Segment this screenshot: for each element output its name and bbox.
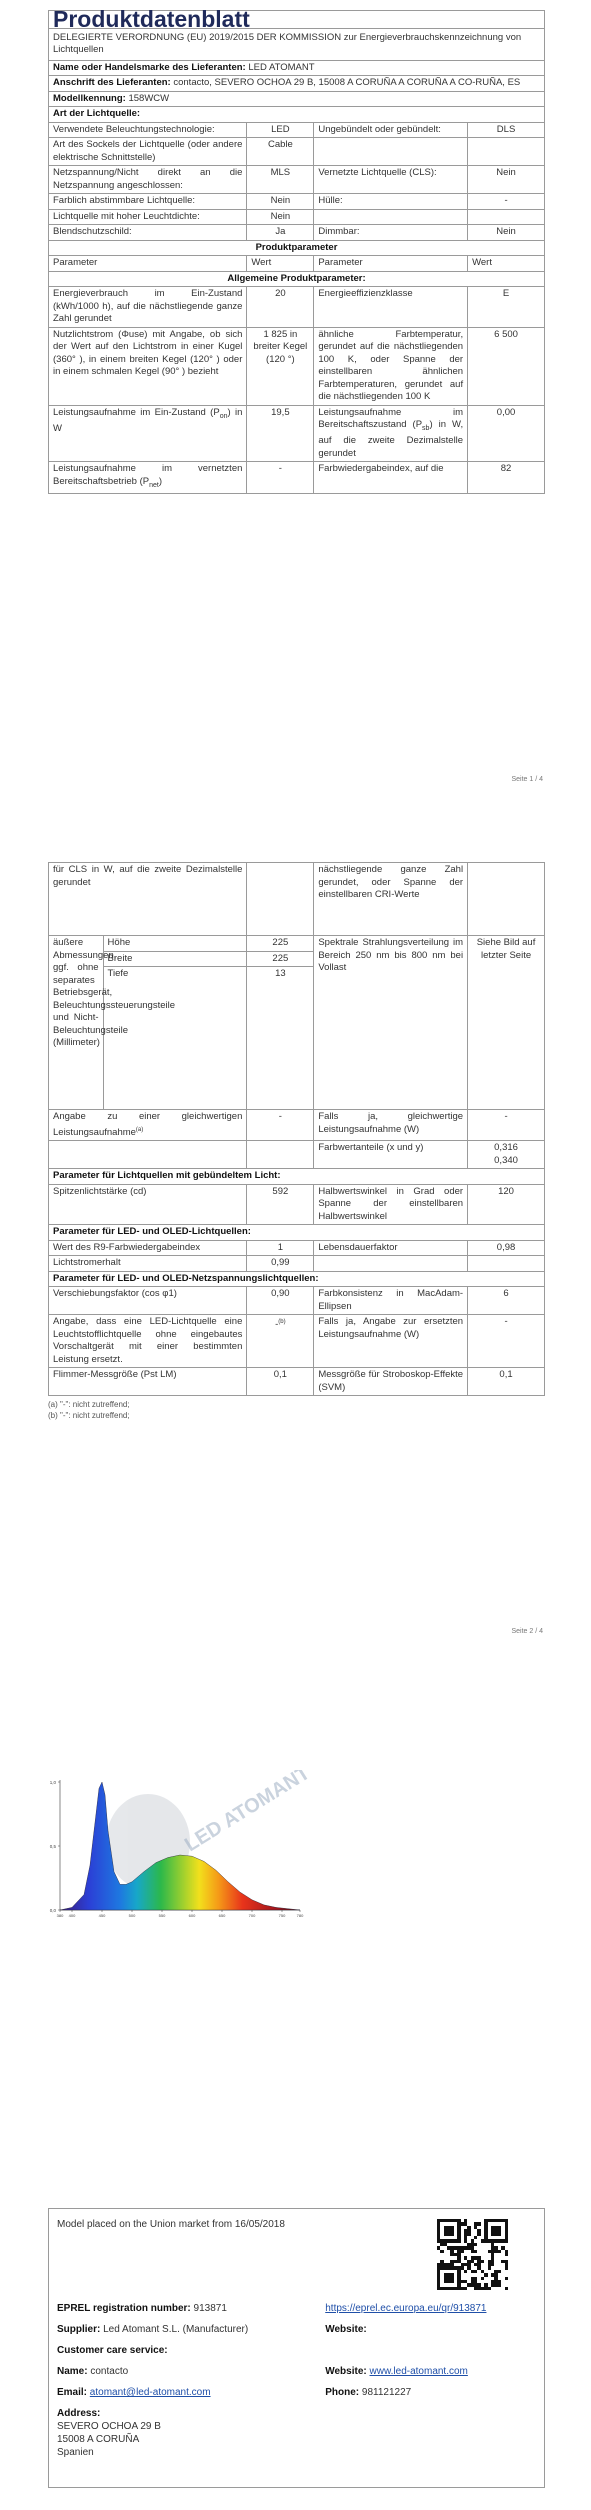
led-heading: Parameter für LED- und OLED-Lichtquellen: (49, 1225, 545, 1241)
model-row (49, 91, 545, 107)
product-sheet-table-page2 (48, 862, 545, 1396)
effizienz-value: E (468, 287, 545, 328)
stroboskop-value: 0,1 (468, 1368, 545, 1396)
flimmer-label: Flimmer-Messgröße (Pst LM) (49, 1368, 247, 1396)
spitzenlichtstaerke-label: Spitzenlichtstärke (cd) (49, 1184, 247, 1225)
dimmbar-value: Nein (468, 225, 545, 241)
lebensdauer-label: Lebensdauerfaktor (314, 1240, 468, 1256)
address-line-1: SEVERO OCHOA 29 B (57, 2421, 161, 2432)
lichtstromerhalt-value: 0,99 (247, 1256, 314, 1272)
supplier-name-row (49, 60, 545, 76)
halbwertswinkel-label: Halbwertswinkel in Grad oder Spanne der einstellbaren Halbwertswinkel (314, 1184, 468, 1225)
phone-value: 981121227 (361, 2387, 412, 2398)
eprel-value: 913871 (193, 2303, 227, 2314)
y-tick-label: 0,0 (49, 1908, 56, 1913)
x-tick-label: 500 (128, 1913, 136, 1918)
address-line-2: 15008 A CORUÑA (57, 2434, 140, 2445)
gleichwertig-w-label: Falls ja, gleichwertige Leistungsaufnahme (W) (314, 1110, 468, 1141)
farbwertanteile-label: Farbwertanteile (x und y) (314, 1141, 468, 1169)
huelle-value: - (468, 194, 545, 210)
page-number-2: Seite 2 / 4 (511, 1628, 543, 1635)
tiefe-value: 13 (247, 967, 314, 1110)
x-tick-label: 400 (68, 1913, 76, 1918)
spectrum-svg (40, 1770, 310, 1920)
blendschutz-value: Ja (247, 225, 314, 241)
cont-left: für CLS in W, auf die zweite Dezimalstelle gerundet (49, 863, 247, 936)
ungebuendelt-label: Ungebündelt oder gebündelt: (314, 122, 468, 138)
farbwiedergabe-value: 82 (468, 462, 545, 494)
supplier-value: Led Atomant S.L. (Manufacturer) (103, 2324, 249, 2335)
light-source-type-heading: Art der Lichtquelle: (49, 107, 545, 123)
netzspannung-heading: Parameter für LED- und OLED-Netzspannungslichtquellen: (49, 1271, 545, 1287)
footnote-a: (a) "-": nicht zutreffend; (48, 1400, 130, 1410)
customer-care-label: Customer care service: (57, 2345, 168, 2356)
sockel-value: Cable (247, 138, 314, 166)
y-tick-label: 0,5 (49, 1844, 56, 1849)
page-1 (48, 6, 545, 494)
netz-label: Netzspannung/Nicht direkt an die Netzspannung angeschlossen: (49, 166, 247, 194)
bereitschaft-label: Leistungsaufnahme im Bereitschaftszustand $(P_{sb})$ in W, auf die zweite Dezimalstelle gerundet (314, 405, 468, 462)
ersetzt-value: -$^{(b)}$ (247, 1315, 314, 1368)
tech-value: LED (247, 122, 314, 138)
phone-label: Phone: (325, 2387, 360, 2398)
model-label: Modellkennung: (53, 92, 126, 104)
website2-label: Website: (325, 2366, 367, 2377)
breite-value: 225 (247, 951, 314, 967)
blendschutz-label: Blendschutzschild: (49, 225, 247, 241)
gleichwertig-label: Angabe zu einer gleichwertigen Leistungsaufnahme$^{(a)}$ (49, 1110, 247, 1141)
verschiebungsfaktor-value: 0,90 (247, 1287, 314, 1315)
col-header-wert: Wert (247, 256, 314, 272)
vernetzt-label: Vernetzte Lichtquelle (CLS): (314, 166, 468, 194)
farbkonsistenz-value: 6 (468, 1287, 545, 1315)
regulation-text: DELEGIERTE VERORDNUNG (EU) 2019/2015 DER KOMMISSION zur Energieverbrauchskennzeichnung von Lichtquellen (49, 28, 545, 60)
gebuendelt-heading: Parameter für Lichtquellen mit gebündeltem Licht: (49, 1169, 545, 1185)
page-2 (48, 862, 545, 1421)
breite-label: Breite (103, 951, 247, 967)
eprel-info-table (57, 2302, 536, 2459)
name-value: contacto (90, 2366, 129, 2377)
ersetzt-label: Angabe, dass eine LED-Lichtquelle eine Leuchtstofflichtquelle ohne eingebautes Vorschaltgerät mit einer bestimmten Leistung ersetzt. (49, 1315, 247, 1368)
halbwertswinkel-value: 120 (468, 1184, 545, 1225)
leistung-on-label: Leistungsaufnahme im Ein-Zustand $(P_{on})$ in W (49, 405, 247, 462)
supplier-name-label: Name oder Handelsmarke des Lieferanten: (53, 61, 246, 73)
energy-value: 20 (247, 287, 314, 328)
farblich-value: Nein (247, 194, 314, 210)
farblich-label: Farblich abstimmbare Lichtquelle: (49, 194, 247, 210)
spitzenlichtstaerke-value: 592 (247, 1184, 314, 1225)
product-sheet-table-page1 (48, 6, 545, 494)
x-tick-label: 650 (218, 1913, 226, 1918)
nutzlichtstrom-label: Nutzlichtstrom (Φuse) mit Angabe, ob sich der Wert auf den Lichtstrom in einer Kugel (360° ), in einem breiten Kegel (120° ) oder in einem schmalen Kegel (90° ) bezieht (49, 327, 247, 405)
spektral-value: Siehe Bild auf letzter Seite (468, 936, 545, 1110)
x-ticks (57, 1910, 304, 1918)
r9-value: 1 (247, 1240, 314, 1256)
supplier-label: Supplier: (57, 2324, 101, 2335)
vernetzt-bereitschaft-label: Leistungsaufnahme im vernetzten Bereitschaftsbetrieb $(P_{net})$ (49, 462, 247, 494)
email-link[interactable]: atomant@led-atomant.com (89, 2387, 211, 2398)
lichtstromerhalt-label: Lichtstromerhalt (49, 1256, 247, 1272)
col-header-wert-2: Wert (468, 256, 545, 272)
sockel-label: Art des Sockels der Lichtquelle (oder andere elektrische Schnittstelle) (49, 138, 247, 166)
ungebuendelt-value: DLS (468, 122, 545, 138)
eprel-link[interactable]: https://eprel.ec.europa.eu/qr/913871 (325, 2303, 487, 2314)
address-block (57, 2407, 325, 2459)
x-tick-label: 450 (98, 1913, 106, 1918)
y-tick-label: 1,0 (49, 1780, 56, 1785)
website-label: Website: (325, 2324, 367, 2335)
x-tick-label: 750 (278, 1913, 286, 1918)
effizienz-label: Energieeffizienzklasse (314, 287, 468, 328)
page-4 (48, 2208, 545, 2488)
supplier-address-label: Anschrift des Lieferanten: (53, 77, 171, 88)
x-tick-label: 700 (248, 1913, 256, 1918)
hohe-leuchtdichte-value: Nein (247, 209, 314, 225)
spectrum-chart (40, 1770, 310, 1920)
spektral-label: Spektrale Strahlungsverteilung im Bereich 250 nm bis 800 nm bei Vollast (314, 936, 468, 1110)
watermark: LED ATOMANT (180, 1770, 310, 1857)
model-value: 158WCW (128, 92, 170, 104)
col-header-parameter: Parameter (49, 256, 247, 272)
farbtemperatur-label: ähnliche Farbtemperatur, gerundet auf die nächstliegenden 100 K, oder Spanne der einstellbaren ähnlichen Farbtemperaturen, gerundet auf die nächstliegenden 100 K (314, 327, 468, 405)
vernetzt-bereitschaft-value: - (247, 462, 314, 494)
x-tick-label: 380 (56, 1913, 64, 1918)
netz-value: MLS (247, 166, 314, 194)
farbtemperatur-value: 6 500 (468, 327, 545, 405)
hoehe-value: 225 (247, 936, 314, 952)
farbkonsistenz-label: Farbkonsistenz in MacAdam-Ellipsen (314, 1287, 468, 1315)
col-header-parameter-2: Parameter (314, 256, 468, 272)
x-tick-label: 780 (296, 1913, 304, 1918)
nutzlichtstrom-value: 1 825 in breiter Kegel (120 °) (247, 327, 314, 405)
vernetzt-value: Nein (468, 166, 545, 194)
stroboskop-label: Messgröße für Stroboskop-Effekte (SVM) (314, 1368, 468, 1396)
gleichwertig-w-value: - (468, 1110, 545, 1141)
flimmer-value: 0,1 (247, 1368, 314, 1396)
x-tick-label: 550 (158, 1913, 166, 1918)
website2-link[interactable]: www.led-atomant.com (369, 2366, 468, 2377)
energy-label: Energieverbrauch im Ein-Zustand (kWh/1000 h), auf die nächstliegende ganze Zahl gerundet (49, 287, 247, 328)
page-number-1: Seite 1 / 4 (511, 776, 543, 783)
eprel-label: EPREL registration number: (57, 2303, 191, 2314)
supplier-address-row (49, 76, 545, 92)
tech-label: Verwendete Beleuchtungstechnologie: (49, 122, 247, 138)
name-label: Name: (57, 2366, 88, 2377)
supplier-address-value: contacto, SEVERO OCHOA 29 B, 15008 A CORUÑA A CORUÑA A CO-RUÑA, ES (173, 77, 521, 88)
hohe-leuchtdichte-label: Lichtquelle mit hoher Leuchtdichte: (49, 209, 247, 225)
bereitschaft-value: 0,00 (468, 405, 545, 462)
farbwiedergabe-label: Farbwiedergabeindex, auf die (314, 462, 468, 494)
address-label: Address: (57, 2408, 101, 2419)
allgemeine-heading: Allgemeine Produktparameter: (49, 271, 545, 287)
gleichwertig-value: - (247, 1110, 314, 1141)
cont-right: nächstliegende ganze Zahl gerundet, oder Spanne der einstellbaren CRI-Werte (314, 863, 468, 936)
qr-module (505, 2287, 508, 2290)
dimmbar-label: Dimmbar: (314, 225, 468, 241)
eprel-cell (57, 2302, 325, 2315)
email-label: Email: (57, 2387, 88, 2398)
footnote-b: (b) "-": nicht zutreffend; (48, 1411, 130, 1421)
leistung-on-value: 19,5 (247, 405, 314, 462)
x-tick-label: 600 (188, 1913, 196, 1918)
verschiebungsfaktor-label: Verschiebungsfaktor (cos φ1) (49, 1287, 247, 1315)
document-title: Produktdatenblatt (49, 11, 545, 29)
ersetzt-w-label: Falls ja, Angabe zur ersetzten Leistungsaufnahme (W) (314, 1315, 468, 1368)
qr-code[interactable] (437, 2219, 508, 2290)
r9-label: Wert des R9-Farbwiedergabeindex (49, 1240, 247, 1256)
huelle-label: Hülle: (314, 194, 468, 210)
hoehe-label: Höhe (103, 936, 247, 952)
abmessungen-label: äußere Abmessungen, ggf. ohne separates Betriebsgerät, Beleuchtungssteuerungsteile und Nicht-Beleuchtungsteile (Millimeter) (49, 936, 104, 1110)
ersetzt-w-value: - (468, 1315, 545, 1368)
placed-on-market: Model placed on the Union market from 16/05/2018 (57, 2219, 285, 2230)
tiefe-label: Tiefe (103, 967, 247, 1110)
farbwertanteile-value: 0,316 0,340 (468, 1141, 545, 1169)
supplier-name-value: LED ATOMANT (248, 61, 315, 73)
address-line-3: Spanien (57, 2447, 94, 2458)
lebensdauer-value: 0,98 (468, 1240, 545, 1256)
y-ticks (50, 1780, 60, 1913)
produktparameter-heading: Produktparameter (49, 240, 545, 256)
